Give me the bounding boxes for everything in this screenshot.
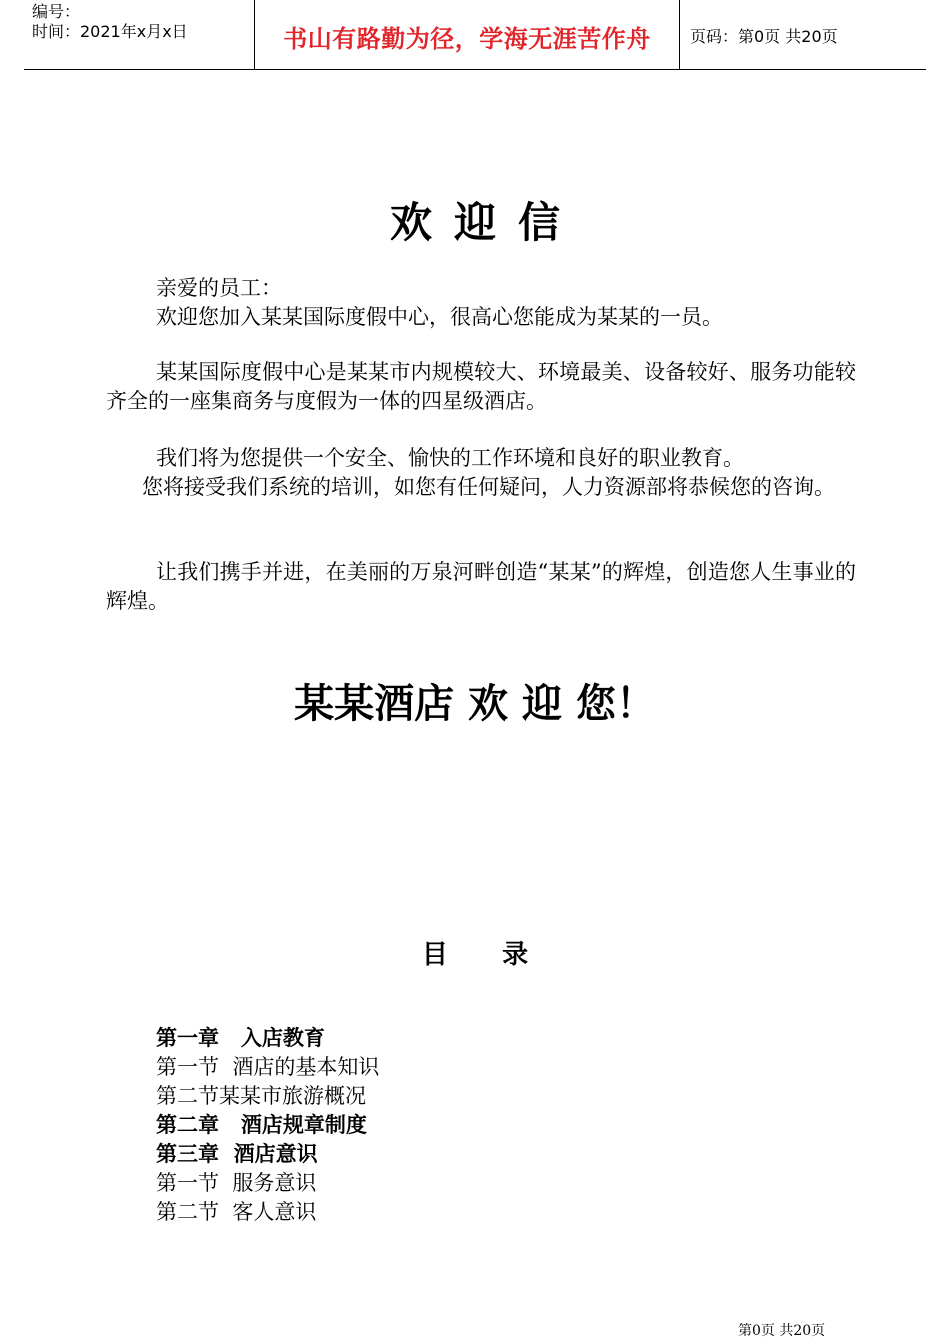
paragraph-2 [106,358,856,416]
toc-chapter[interactable]: 第一章 入店教育 [156,1026,325,1050]
table-of-contents [156,1024,379,1227]
letter-title: 欢迎信 [389,198,582,247]
greeting: 亲爱的员工： [156,276,282,300]
toc-section[interactable]: 第二节 客人意识 [156,1200,317,1224]
page-footer: 第0页 共20页 [738,1323,826,1339]
paragraph-4-text: 让我们携手并进，在美丽的万泉河畔创造“某某”的辉煌，创造您人生事业的辉煌。 [106,560,856,613]
paragraph-3 [106,444,856,502]
toc-section[interactable]: 第一节 酒店的基本知识 [156,1055,380,1079]
paragraph-2-text: 某某国际度假中心是某某市内规模较大、环境最美、设备较好、服务功能较齐全的一座集商务与度假为一体的四星级酒店。 [106,360,856,413]
paragraph-3b-text: 您将接受我们系统的培训，如您有任何疑问，人力资源部将恭候您的咨询。 [142,475,835,499]
header-meta [32,2,188,42]
toc-title: 目 录 [421,940,529,970]
paragraph-3a-text: 我们将为您提供一个安全、愉快的工作环境和良好的职业教育。 [156,446,744,470]
toc-chapter[interactable]: 第三章 酒店意识 [156,1142,318,1166]
toc-section[interactable]: 第一节 服务意识 [156,1171,317,1195]
time-label: 时间：2021年x月x日 [32,22,188,41]
header-divider [679,0,680,69]
paragraph-1: 欢迎您加入某某国际度假中心，很高心您能成为某某的一员。 [156,305,723,329]
number-label: 编号： [32,2,81,21]
page-header [24,0,926,70]
header-motto: 书山有路勤为径，学海无涯苦作舟 [283,25,651,53]
toc-section[interactable]: 第二节某某市旅游概况 [156,1084,366,1108]
header-page-info: 页码：第0页 共20页 [690,27,838,46]
greeting-block [106,274,856,332]
closing-line: 某某酒店 欢 迎 您！ [294,681,656,727]
paragraph-4 [106,558,856,616]
toc-chapter[interactable]: 第二章 酒店规章制度 [156,1113,367,1137]
